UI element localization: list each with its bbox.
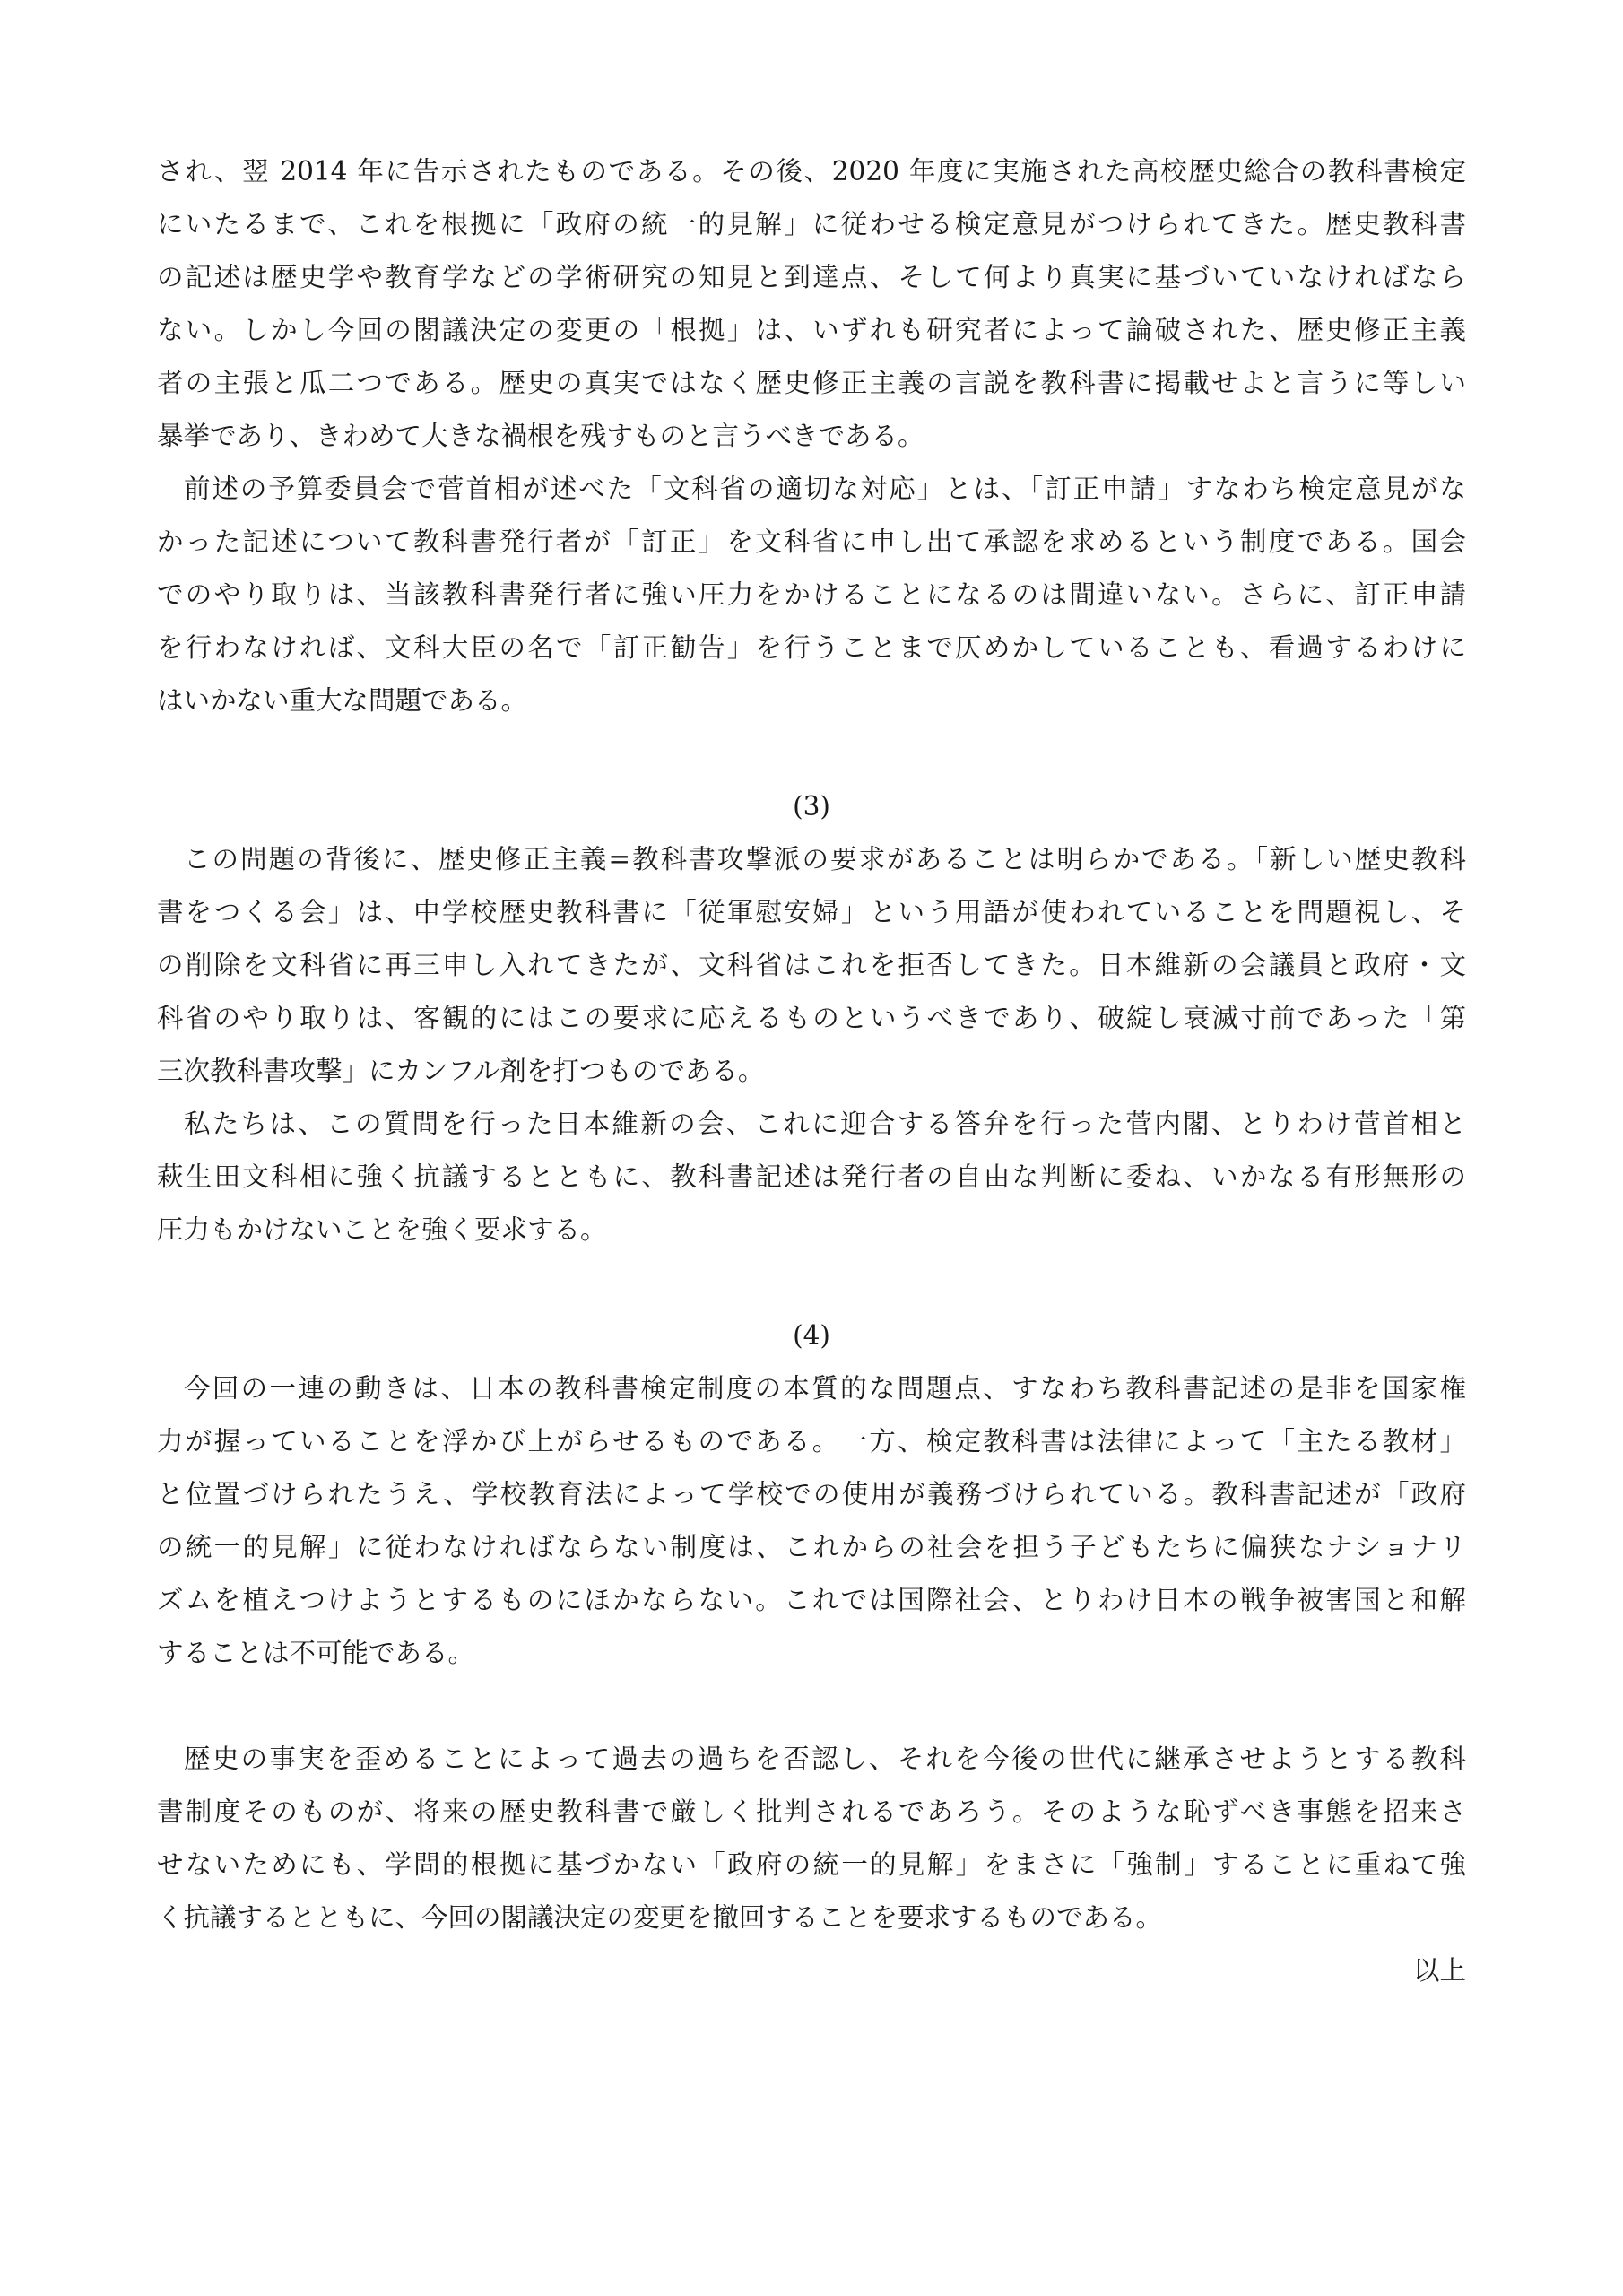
text-line: 前述の予算委員会で菅首相が述べた「文科省の適切な対応」とは、「訂正申請」すなわち検定意見がな	[184, 474, 1466, 504]
text-line: 暴挙であり、きわめて大きな禍根を残すものと言うべきである。	[157, 421, 924, 451]
paragraph-4	[157, 1098, 1466, 1257]
text-line: 三次教科書攻撃」にカンフル剤を打つものである。	[157, 1056, 765, 1086]
closing-remark: 以上	[1412, 1955, 1466, 1986]
text-line: 萩生田文科相に強く抗議するとともに、教科書記述は発行者の自由な判断に委ね、いかなる有形無形の	[157, 1161, 1466, 1192]
text-line: ズムを植えつけようとするものにほかならない。これでは国際社会、とりわけ日本の戦争被害国と和解	[157, 1585, 1466, 1615]
paragraph-2	[157, 463, 1466, 727]
text-line: を行わなければ、文科大臣の名で「訂正勧告」を行うことまで仄めかしていることも、看過するわけに	[157, 632, 1466, 663]
text-line: にいたるまで、これを根拠に「政府の統一的見解」に従わせる検定意見がつけられてきた。歴史教科書	[157, 209, 1466, 239]
paragraph-3	[157, 833, 1466, 1098]
text-line: することは不可能である。	[157, 1638, 475, 1668]
spacer	[157, 1680, 1466, 1733]
text-line: 書制度そのものが、将来の歴史教科書で厳しく批判されるであろう。そのような恥ずべき事態を招来さ	[157, 1796, 1466, 1827]
spacer	[157, 727, 1466, 780]
text-line: 圧力もかけないことを強く要求する。	[157, 1214, 607, 1245]
text-line: ない。しかし今回の閣議決定の変更の「根拠」は、いずれも研究者によって論破された、歴史修正主義	[157, 315, 1466, 345]
document-page	[157, 145, 1466, 1997]
text-line: 者の主張と瓜二つである。歴史の真実ではなく歴史修正主義の言説を教科書に掲載せよと言うに等しい	[157, 368, 1466, 398]
text-line: 書をつくる会」は、中学校歴史教科書に「従軍慰安婦」という用語が使われていることを問題視し、そ	[157, 897, 1466, 927]
text-line: 私たちは、この質問を行った日本維新の会、これに迎合する答弁を行った菅内閣、とりわけ菅首相と	[184, 1109, 1466, 1139]
text-line: の削除を文科省に再三申し入れてきたが、文科省はこれを拒否してきた。日本維新の会議員と政府・文	[157, 950, 1466, 980]
paragraph-5	[157, 1362, 1466, 1680]
text-line: でのやり取りは、当該教科書発行者に強い圧力をかけることになるのは間違いない。さらに、訂正申請	[157, 579, 1466, 610]
spacer	[157, 1257, 1466, 1309]
text-line: この問題の背後に、歴史修正主義=教科書攻撃派の要求があることは明らかである。「新しい歴史教科	[184, 844, 1466, 874]
text-line: 今回の一連の動きは、日本の教科書検定制度の本質的な問題点、すなわち教科書記述の是非を国家権	[184, 1373, 1466, 1404]
text-line: 力が握っていることを浮かび上がらせるものである。一方、検定教科書は法律によって「主たる教材」	[157, 1426, 1466, 1457]
text-line: く抗議するとともに、今回の閣議決定の変更を撤回することを要求するものである。	[157, 1902, 1163, 1933]
text-line: 科省のやり取りは、客観的にはこの要求に応えるものというべきであり、破綻し衰滅寸前であった「第	[157, 1003, 1466, 1033]
section-heading-4: (4)	[793, 1320, 830, 1351]
text-line: かった記述について教科書発行者が「訂正」を文科省に申し出て承認を求めるという制度である。国会	[157, 526, 1466, 557]
section-heading-3: (3)	[793, 791, 830, 822]
paragraph-6	[157, 1733, 1466, 1944]
paragraph-1	[157, 145, 1466, 463]
text-line: の記述は歴史学や教育学などの学術研究の知見と到達点、そして何より真実に基づいていなければなら	[157, 262, 1466, 292]
text-line: はいかない重大な問題である。	[157, 685, 528, 716]
text-line: の統一的見解」に従わなければならない制度は、これからの社会を担う子どもたちに偏狭なナショナリ	[157, 1532, 1466, 1562]
text-line: され、翌 2014 年に告示されたものである。その後、2020 年度に実施された高校歴史総合の教科書検定	[157, 156, 1466, 187]
text-line: と位置づけられたうえ、学校教育法によって学校での使用が義務づけられている。教科書記述が「政府	[157, 1479, 1466, 1509]
text-line: せないためにも、学問的根拠に基づかない「政府の統一的見解」をまさに「強制」することに重ねて強	[157, 1849, 1466, 1880]
text-line: 歴史の事実を歪めることによって過去の過ちを否認し、それを今後の世代に継承させようとする教科	[184, 1744, 1466, 1774]
